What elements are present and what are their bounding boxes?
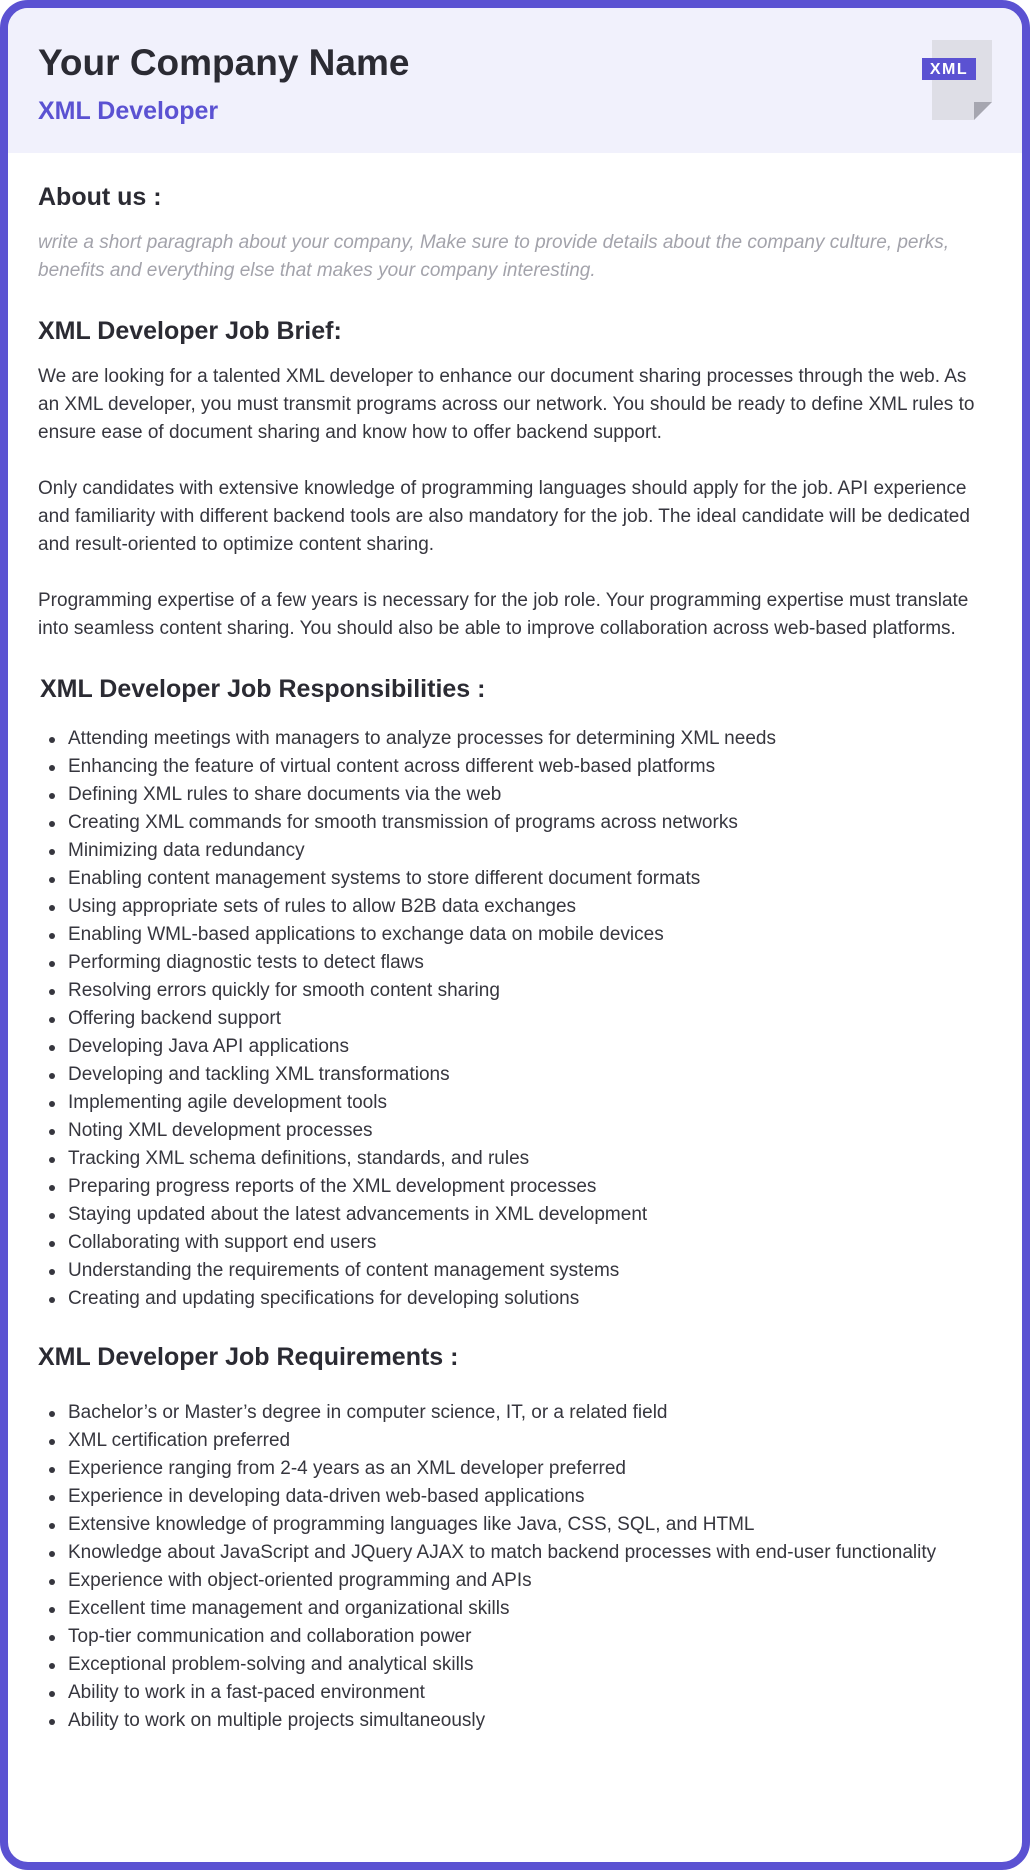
list-item: Attending meetings with managers to analyze processes for determining XML needs [38,725,992,753]
list-item: Developing and tackling XML transformations [38,1061,992,1089]
list-item: Using appropriate sets of rules to allow B2B data exchanges [38,893,992,921]
list-item: Enhancing the feature of virtual content across different web-based platforms [38,753,992,781]
list-item: Experience ranging from 2-4 years as an XML developer preferred [38,1455,992,1483]
list-item: Tracking XML schema definitions, standards, and rules [38,1145,992,1173]
list-item: Experience in developing data-driven web-based applications [38,1483,992,1511]
list-item: Creating XML commands for smooth transmission of programs across networks [38,809,992,837]
list-item: Excellent time management and organizational skills [38,1595,992,1623]
list-item: Collaborating with support end users [38,1229,992,1257]
responsibilities-title: XML Developer Job Responsibilities : [40,675,486,703]
list-item: Staying updated about the latest advancements in XML development [38,1201,992,1229]
list-item: Ability to work in a fast-paced environment [38,1679,992,1707]
xml-file-icon-label: XML [929,61,969,78]
list-item: Extensive knowledge of programming languages like Java, CSS, SQL, and HTML [38,1511,992,1539]
list-item: Developing Java API applications [38,1033,992,1061]
list-item: Top-tier communication and collaboration power [38,1623,992,1651]
xml-file-icon [922,40,992,120]
company-name: Your Company Name [38,42,410,83]
list-item: Creating and updating specifications for developing solutions [38,1285,992,1313]
about-text: write a short paragraph about your company, Make sure to provide details about the company culture, perks, benefits and everything else that makes your company interesting. [38,232,950,281]
header [8,8,1022,153]
list-item: Resolving errors quickly for smooth content sharing [38,977,992,1005]
list-item: Performing diagnostic tests to detect flaws [38,949,992,977]
list-item: Bachelor’s or Master’s degree in computer science, IT, or a related field [38,1399,992,1427]
list-item: Preparing progress reports of the XML development processes [38,1173,992,1201]
list-item: Defining XML rules to share documents via the web [38,781,992,809]
list-item: Understanding the requirements of content management systems [38,1257,992,1285]
job-title: XML Developer [38,97,219,125]
list-item: XML certification preferred [38,1427,992,1455]
list-item: Offering backend support [38,1005,992,1033]
list-item: Noting XML development processes [38,1117,992,1145]
brief-paragraph: Only candidates with extensive knowledge of programming languages should apply for the job. API experience and familiarity with different backend tools are also mandatory for the job. The ideal candidate will be dedicated and result-oriented to optimize content sharing. [38,478,970,555]
responsibilities-list [38,725,992,1313]
list-item: Exceptional problem-solving and analytical skills [38,1651,992,1679]
content [8,153,1022,1735]
list-item: Implementing agile development tools [38,1089,992,1117]
requirements-title: XML Developer Job Requirements : [38,1343,459,1371]
list-item: Ability to work on multiple projects simultaneously [38,1707,992,1735]
list-item: Experience with object-oriented programming and APIs [38,1567,992,1595]
about-title: About us : [38,183,162,211]
brief-paragraph: Programming expertise of a few years is necessary for the job role. Your programming expertise must translate into seamless content sharing. You should also be able to improve collaboration across web-based platforms. [38,590,969,639]
brief-paragraph: We are looking for a talented XML developer to enhance our document sharing processes through the web. As an XML developer, you must transmit programs across our network. You should be ready to define XML rules to ensure ease of document sharing and know how to offer backend support. [38,366,975,443]
brief-title: XML Developer Job Brief: [38,317,342,345]
requirements-list [38,1399,992,1735]
list-item: Enabling WML-based applications to exchange data on mobile devices [38,921,992,949]
list-item: Knowledge about JavaScript and JQuery AJAX to match backend processes with end-user functionality [38,1539,992,1567]
list-item: Minimizing data redundancy [38,837,992,865]
list-item: Enabling content management systems to store different document formats [38,865,992,893]
